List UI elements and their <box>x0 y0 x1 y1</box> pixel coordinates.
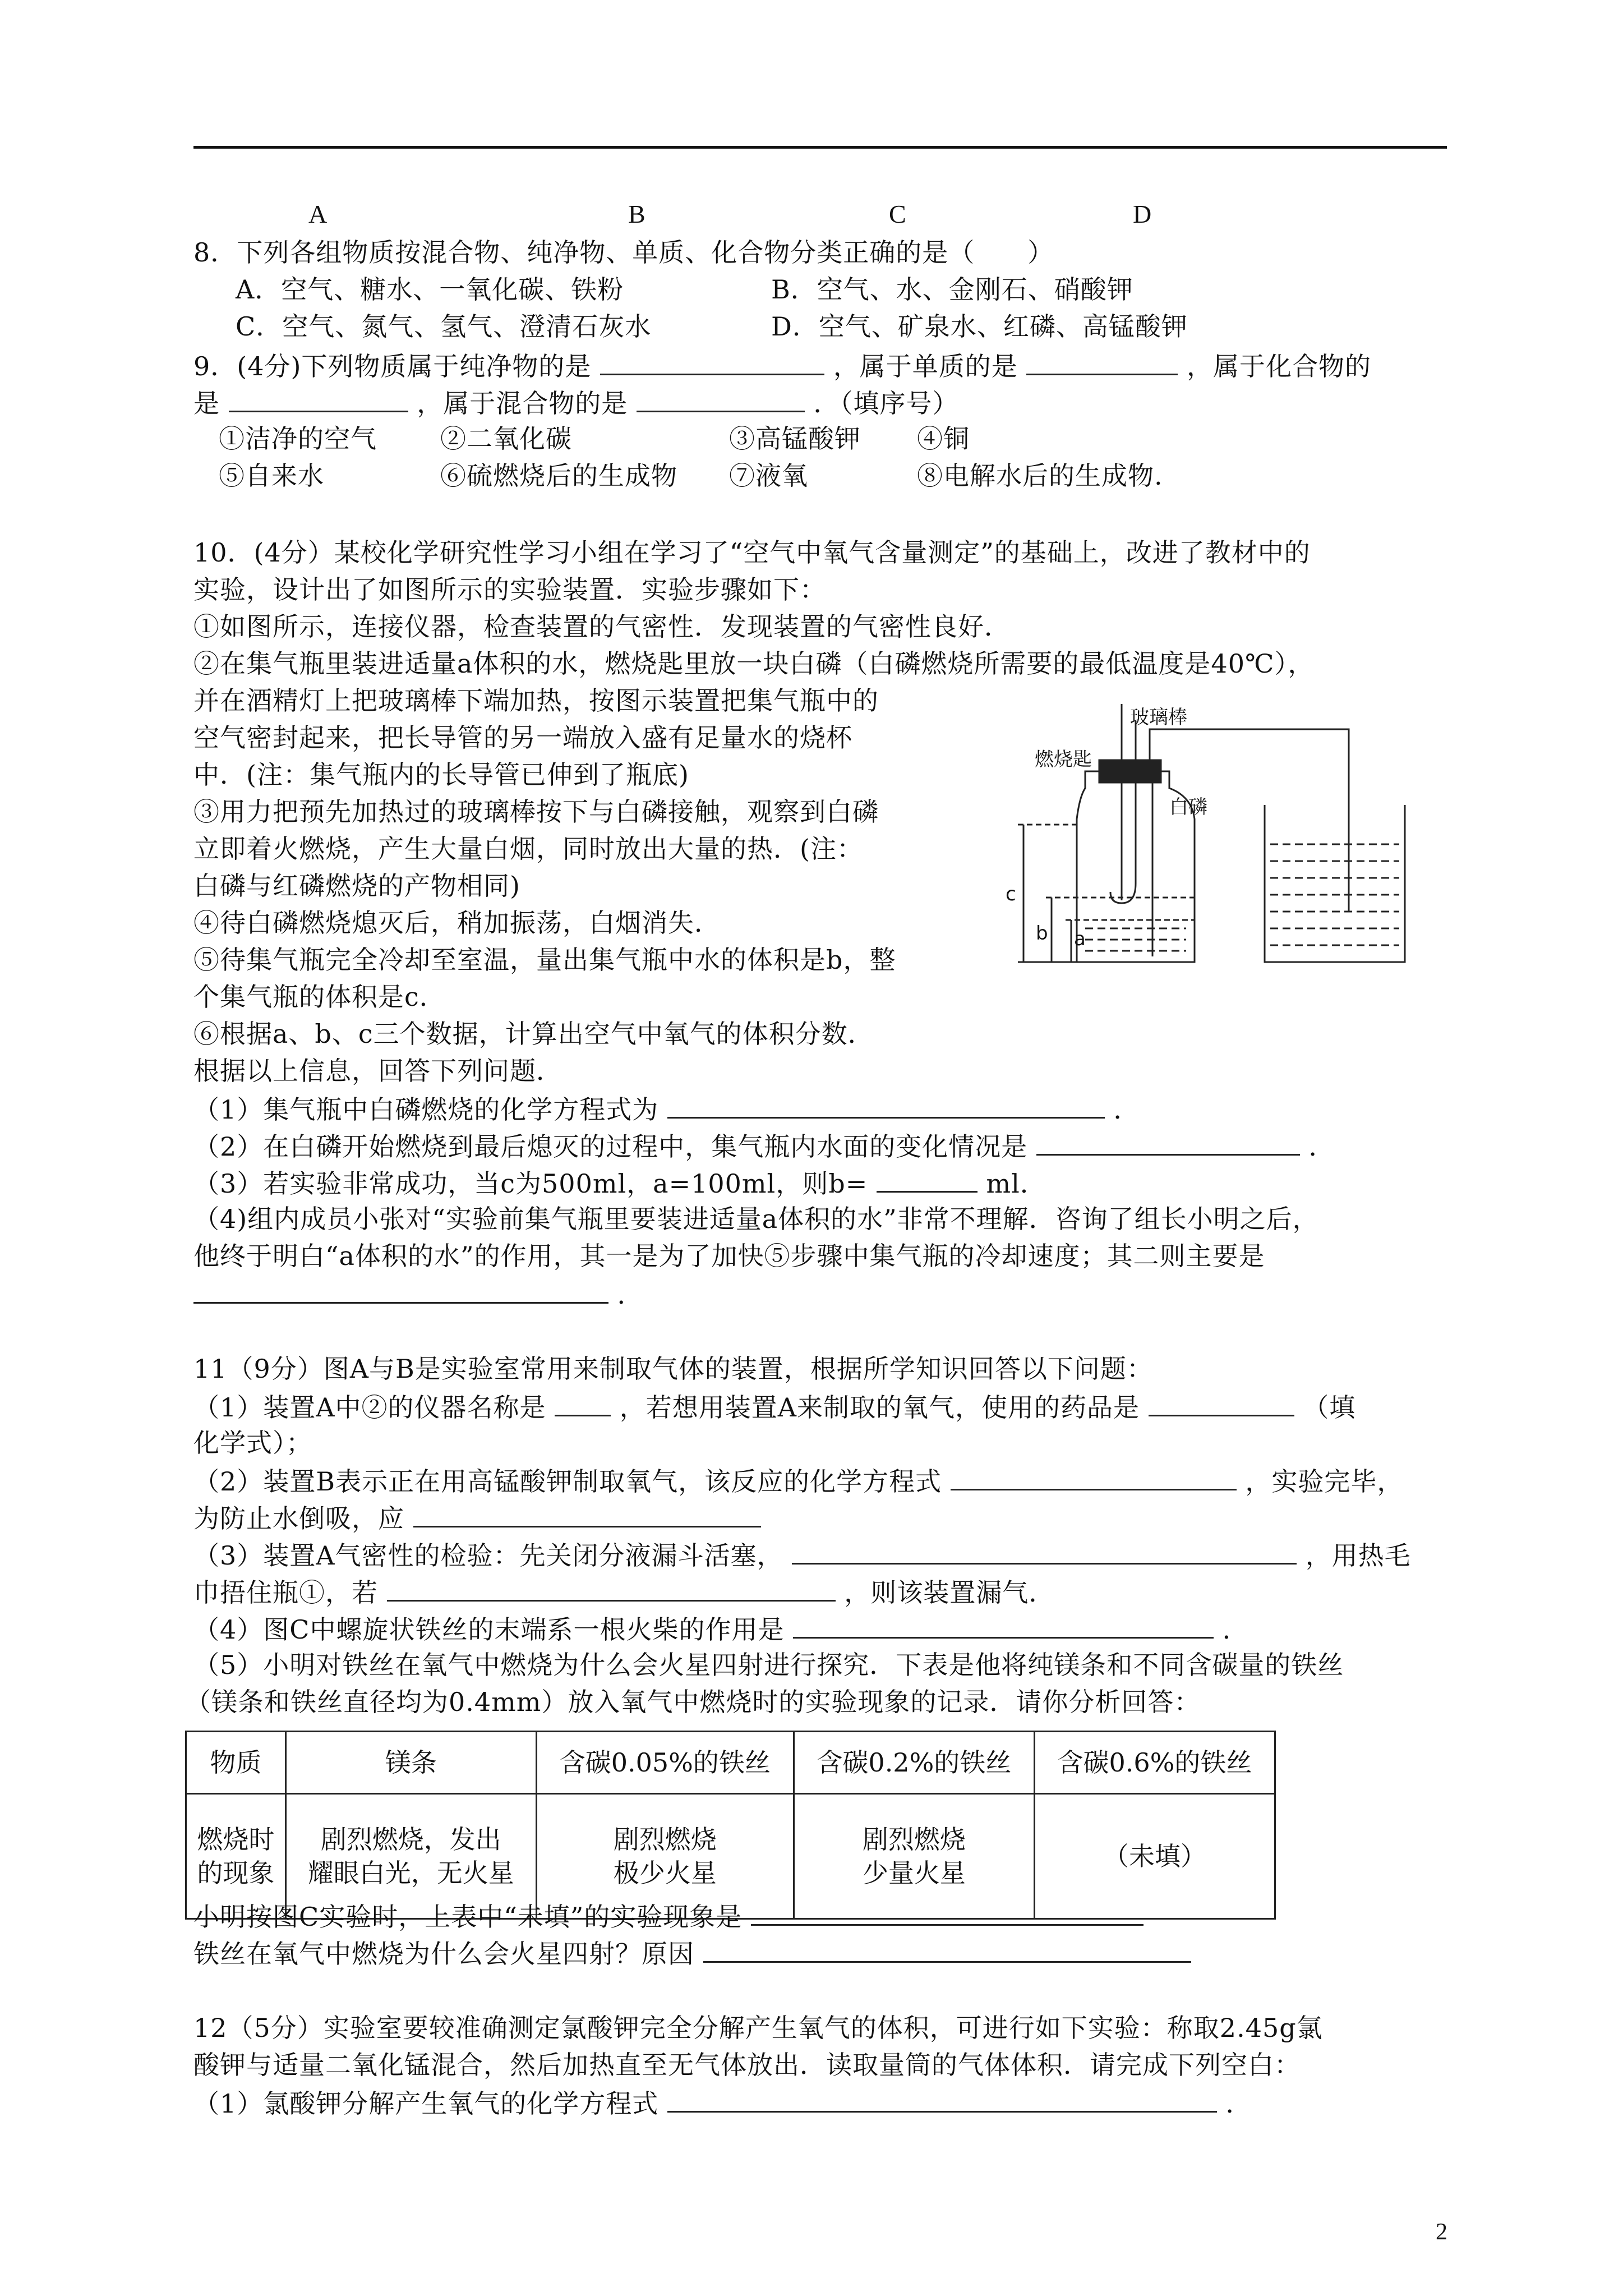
q10-line-9: 立即着火燃烧，产生大量白烟，同时放出大量的热．(注： <box>193 834 863 864</box>
q11-blank-7[interactable] <box>793 1611 1214 1639</box>
table-header: 含碳0.6%的铁丝 <box>1034 1732 1275 1794</box>
q10-line-7: 中．(注：集气瓶内的长导管已伸到了瓶底) <box>193 760 689 790</box>
q10-line-12: ⑤待集气瓶完全冷却至室温，量出集气瓶中水的体积是b，整 <box>193 945 896 975</box>
q11-sub-3-text: （3）装置A气密性的检验：先关闭分液漏斗活塞， <box>193 1540 783 1571</box>
q11-sub-1-text: （1）装置A中②的仪器名称是 <box>193 1392 546 1423</box>
q12-blank-1[interactable] <box>667 2085 1217 2113</box>
cell-line: 剧烈燃烧 <box>862 1824 966 1855</box>
long-tube <box>1150 729 1349 912</box>
combustion-spoon <box>1110 721 1136 903</box>
q8-option-c: C．空气、氮气、氢气、澄清石灰水 <box>236 311 652 342</box>
q8-stem: 8．下列各组物质按混合物、纯净物、单质、化合物分类正确的是（ ） <box>193 237 1054 268</box>
q9-blank-compound[interactable] <box>229 385 408 412</box>
label-b: b <box>1036 922 1048 945</box>
q10-sub-1-end: ． <box>1113 1094 1140 1125</box>
q11-sub-4-end: ． <box>1222 1614 1249 1645</box>
q12-sub-1 <box>193 2085 1252 2120</box>
label-glass-rod: 玻璃棒 <box>1130 706 1187 729</box>
q11-sub-4-text: （4）图C中螺旋状铁丝的末端系一根火柴的作用是 <box>193 1614 785 1645</box>
q9-line-1 <box>193 348 1371 383</box>
label-white-p: 白磷 <box>1169 796 1207 818</box>
label-a: a <box>1074 928 1086 950</box>
q10-line-4: ②在集气瓶里装进适量a体积的水，燃烧匙里放一块白磷（白磷燃烧所需要的最低温度是40℃）， <box>193 648 1315 679</box>
cell-line: 剧烈燃烧 <box>613 1824 717 1855</box>
q11-sub-5: （5）小明对铁丝在氧气中燃烧为什么会火星四射进行探究．下表是他将纯镁条和不同含碳量的铁丝 <box>193 1650 1344 1680</box>
q10-line-10: 白磷与红磷燃烧的产物相同) <box>193 871 520 901</box>
q9-text-c: ，属于化合物的 <box>1186 351 1371 381</box>
q10-sub-4c <box>193 1276 644 1312</box>
q10-line-1: 10．(4分）某校化学研究性学习小组在学习了“空气中氧气含量测定”的基础上，改进了教材中的 <box>193 537 1311 568</box>
table-cell-c06[interactable]: （未填） <box>1034 1794 1275 1919</box>
table-header: 物质 <box>186 1732 286 1794</box>
header-rule <box>193 146 1447 149</box>
q10-line-13: 个集气瓶的体积是c． <box>193 982 446 1012</box>
q11-blank-4[interactable] <box>413 1500 761 1527</box>
q10-sub-3-text: （3）若实验非常成功，当c为500ml，a=100ml，则b= <box>193 1168 868 1199</box>
label-c: c <box>1006 883 1016 905</box>
cell-line: 耀眼白光，无火星 <box>307 1858 514 1888</box>
cell-line: 剧烈燃烧，发出 <box>320 1824 501 1855</box>
q9-blank-mixture[interactable] <box>637 385 805 412</box>
q11-sub-2 <box>193 1463 1403 1498</box>
q10-line-8: ③用力把预先加热过的玻璃棒按下与白磷接触，观察到白磷 <box>193 797 879 827</box>
q11-sub-3 <box>193 1537 1411 1572</box>
q11-after-1-text: 小明按图C实验时，上表中“未填”的实验现象是 <box>193 1902 743 1932</box>
q9-item-7: ⑦液氧 <box>729 461 808 491</box>
q11-line-1: 11（9分）图A与B是实验室常用来制取气体的装置，根据所学知识回答以下问题： <box>193 1354 1153 1384</box>
table-header-row <box>186 1732 1275 1794</box>
cell-line: 极少火星 <box>613 1858 717 1888</box>
option-letter-a: A <box>308 200 328 228</box>
q10-blank-1[interactable] <box>667 1091 1105 1119</box>
q10-line-2: 实验，设计出了如图所示的实验装置．实验步骤如下： <box>193 574 826 605</box>
q10-sub-3 <box>193 1165 1046 1200</box>
q11-sub-2-text: （2）装置B表示正在用高锰酸钾制取氧气，该反应的化学方程式 <box>193 1466 942 1497</box>
q10-sub-4: （4)组内成员小张对“实验前集气瓶里要装进适量a体积的水”非常不理解．咨询了组长小明之后， <box>193 1204 1319 1234</box>
q11-sub-2-text-c: 为防止水倒吸，应 <box>193 1503 404 1534</box>
q11-sub-1-text-c: （填 <box>1303 1392 1356 1423</box>
q9-text-d: 是 <box>193 388 220 418</box>
table-header: 含碳0.2%的铁丝 <box>794 1732 1034 1794</box>
q9-item-2: ②二氧化碳 <box>440 424 572 454</box>
q11-sub-4 <box>193 1611 1249 1646</box>
q10-blank-3[interactable] <box>877 1165 978 1193</box>
q10-sub-4b: 他终于明白“a体积的水”的作用，其一是为了加快⑤步骤中集气瓶的冷却速度；其二则主要是 <box>193 1241 1265 1271</box>
q8-option-d: D．空气、矿泉水、红磷、高锰酸钾 <box>771 311 1188 342</box>
q11-sub-5b: （镁条和铁丝直径均为0.4mm）放入氧气中燃烧时的实验现象的记录．请你分析回答： <box>185 1687 1201 1717</box>
cell-line: 燃烧时 <box>197 1824 275 1855</box>
q10-blank-2[interactable] <box>1036 1128 1300 1156</box>
q9-text-e: ，属于混合物的是 <box>417 388 628 418</box>
option-letter-d: D <box>1133 200 1152 228</box>
q12-sub-1-end: ． <box>1225 2088 1252 2119</box>
q11-sub-3-text-c: 巾捂住瓶①，若 <box>193 1577 378 1608</box>
apparatus-diagram <box>1001 698 1427 968</box>
q8-option-a: A．空气、糖水、一氧化碳、铁粉 <box>236 274 624 305</box>
q12-line-2: 酸钾与适量二氧化锰混合，然后加热直至无气体放出．读取量筒的气体体积．请完成下列空白： <box>193 2050 1301 2080</box>
combustion-table <box>185 1731 1276 1920</box>
q11-sub-1 <box>193 1389 1355 1424</box>
q10-sub-4-end: ． <box>617 1280 644 1310</box>
beaker <box>1265 805 1405 962</box>
q11-blank-6[interactable] <box>387 1574 836 1602</box>
q11-sub-2b <box>193 1500 761 1535</box>
q10-sub-2-end: ． <box>1308 1131 1335 1162</box>
q11-after-2-text: 铁丝在氧气中燃烧为什么会火星四射？原因 <box>193 1939 694 1969</box>
q10-blank-4[interactable] <box>193 1276 608 1304</box>
cell-line: 少量火星 <box>862 1858 966 1888</box>
q11-sub-3b <box>193 1574 1055 1609</box>
q10-sub-3-end: ml． <box>986 1168 1046 1199</box>
q10-sub-2 <box>193 1128 1335 1163</box>
q9-text-f: ．（填序号） <box>813 388 959 418</box>
beaker-water <box>1270 844 1399 945</box>
q10-line-15: 根据以上信息，回答下列问题． <box>193 1056 562 1086</box>
q10-sub-2-text: （2）在白磷开始燃烧到最后熄灭的过程中，集气瓶内水面的变化情况是 <box>193 1131 1028 1162</box>
q9-text-b: ，属于单质的是 <box>833 351 1018 381</box>
q11-blank-5[interactable] <box>792 1537 1297 1565</box>
q9-item-8: ⑧电解水后的生成物. <box>917 461 1163 491</box>
q11-sub-3-text-d: ，则该装置漏气． <box>844 1577 1055 1608</box>
q11-sub-1-text-b: ，若想用装置A来制取的氧气，使用的药品是 <box>619 1392 1140 1423</box>
q11-blank-3[interactable] <box>951 1463 1237 1490</box>
page-number: 2 <box>1436 2219 1447 2245</box>
q12-line-1: 12（5分）实验室要较准确测定氯酸钾完全分解产生氧气的体积，可进行如下实验：称取2.45g氯 <box>193 2013 1323 2043</box>
option-letter-b: B <box>628 200 645 228</box>
q9-item-5: ⑤自来水 <box>219 461 324 491</box>
q10-line-14: ⑥根据a、b、c三个数据，计算出空气中氧气的体积分数． <box>193 1019 874 1049</box>
q9-blank-element[interactable] <box>1026 348 1178 375</box>
q9-line-2 <box>193 385 959 420</box>
q12-sub-1-text: （1）氯酸钾分解产生氧气的化学方程式 <box>193 2088 659 2119</box>
label-spoon: 燃烧匙 <box>1035 748 1092 771</box>
q11-blank-1[interactable] <box>555 1389 611 1416</box>
q9-item-4: ④铜 <box>917 424 970 454</box>
q9-blank-pure[interactable] <box>600 348 824 375</box>
rubber-stopper <box>1099 760 1161 783</box>
q10-line-6: 空气密封起来，把长导管的另一端放入盛有足量水的烧杯 <box>193 723 852 753</box>
q11-blank-8[interactable] <box>751 1898 1144 1926</box>
q9-item-1: ①洁净的空气 <box>219 424 377 454</box>
q10-sub-1 <box>193 1091 1140 1126</box>
q11-after-2 <box>193 1935 1191 1971</box>
q10-line-11: ④待白磷燃烧熄灭后，稍加振荡，白烟消失． <box>193 908 721 938</box>
q10-line-3: ①如图所示，连接仪器，检查装置的气密性．发现装置的气密性良好． <box>193 611 1011 642</box>
q10-line-5: 并在酒精灯上把玻璃棒下端加热，按图示装置把集气瓶中的 <box>193 685 879 716</box>
q11-blank-2[interactable] <box>1149 1389 1294 1416</box>
cell-line: 的现象 <box>197 1858 275 1888</box>
table-header: 镁条 <box>285 1732 536 1794</box>
q8-option-b: B．空气、水、金刚石、硝酸钾 <box>771 274 1133 305</box>
q11-sub-3-text-b: ，用热毛 <box>1305 1540 1411 1571</box>
q11-sub-1-end: 化学式）； <box>193 1428 312 1458</box>
q11-blank-9[interactable] <box>703 1935 1191 1963</box>
option-letter-c: C <box>889 200 906 228</box>
q9-item-3: ③高锰酸钾 <box>729 424 861 454</box>
q10-sub-1-text: （1）集气瓶中白磷燃烧的化学方程式为 <box>193 1094 659 1125</box>
q9-text-a: 9．(4分)下列物质属于纯净物的是 <box>193 351 592 381</box>
table-header: 含碳0.05%的铁丝 <box>536 1732 794 1794</box>
q9-item-6: ⑥硫燃烧后的生成物 <box>440 461 677 491</box>
q11-after-1 <box>193 1898 1144 1934</box>
q11-sub-2-text-b: ，实验完毕， <box>1245 1466 1404 1497</box>
